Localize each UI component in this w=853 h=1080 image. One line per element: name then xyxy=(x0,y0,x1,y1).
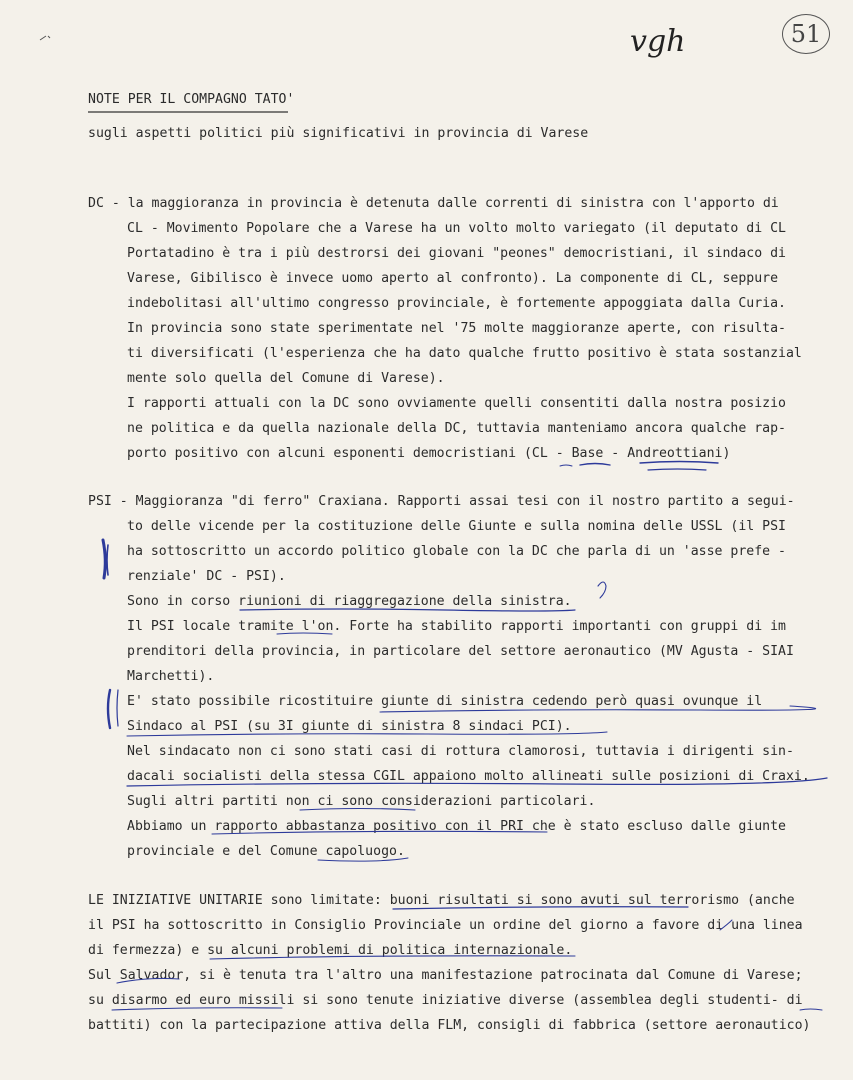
psi-line: Sugli altri partiti non ci sono considerazioni particolari. xyxy=(127,794,596,809)
dash-mark xyxy=(560,465,572,466)
side-bar-psi-1b xyxy=(107,545,108,575)
side-bar-psi-2 xyxy=(108,690,110,728)
psi-line: Il PSI locale tramite l'on. Forte ha stabilito rapporti importanti con gruppi di im xyxy=(127,619,786,634)
psi-line: Sono in corso riunioni di riaggregazione della sinistra. xyxy=(127,594,572,609)
dc-line: I rapporti attuali con la DC sono ovviamente quelli consentiti dalla nostra posizio xyxy=(127,396,786,411)
psi-line: ha sottoscritto un accordo politico globale con la DC che parla di un 'asse prefe - xyxy=(127,544,786,559)
iniziative-line: il PSI ha sottoscritto in Consiglio Provinciale un ordine del giorno a favore di una linea xyxy=(88,918,803,933)
dc-line: Varese, Gibilisco è invece uomo aperto al confronto). La componente di CL, seppure xyxy=(127,271,779,286)
psi-line: Marchetti). xyxy=(127,669,215,684)
underline-andreottiani-2 xyxy=(648,469,706,470)
iniziative-line: battiti) con la partecipazione attiva della FLM, consigli di fabbrica (settore aeronautico) xyxy=(88,1018,811,1033)
psi-line: E' stato possibile ricostituire giunte di sinistra cedendo però quasi ovunque il xyxy=(127,694,763,709)
dc-line: Portatadino è tra i più destrorsi dei giovani "peones" democristiani, il sindaco di xyxy=(127,246,786,261)
stray-mark xyxy=(40,36,50,40)
question-mark xyxy=(598,582,606,598)
iniziative-line: Sul Salvador, si è tenuta tra l'altro una manifestazione patrocinata dal Comune di Varese; xyxy=(88,968,803,983)
psi-line: dacali socialisti della stessa CGIL appaiono molto allineati sulle posizioni di Craxi. xyxy=(127,769,810,784)
dc-line: indebolitasi all'ultimo congresso provinciale, è fortemente appoggiata dalla Curia. xyxy=(127,296,786,311)
dc-line: mente solo quella del Comune di Varese). xyxy=(127,371,445,386)
psi-line: prenditori della provincia, in particolare del settore aeronautico (MV Agusta - SIAI xyxy=(127,644,794,659)
side-bar-psi-2b xyxy=(117,690,118,726)
handwritten-initials: vgh xyxy=(630,24,686,59)
underline-di xyxy=(800,1009,822,1010)
psi-line: to delle vicende per la costituzione delle Giunte e sulla nomina delle USSL (il PSI xyxy=(127,519,786,534)
dc-line: In provincia sono state sperimentate nel '75 molte maggioranze aperte, con risulta- xyxy=(127,321,786,336)
dc-line: porto positivo con alcuni esponenti democristiani (CL - Base - Andreottiani) xyxy=(127,446,731,461)
psi-line: renziale' DC - PSI). xyxy=(127,569,286,584)
psi-line: Nel sindacato non ci sono stati casi di rottura clamorosi, tuttavia i dirigenti sin- xyxy=(127,744,794,759)
underline-base xyxy=(580,464,610,466)
dc-line: CL - Movimento Popolare che a Varese ha un volto molto variegato (il deputato di CL xyxy=(127,221,786,236)
dc-line: ti diversificati (l'esperienza che ha dato qualche frutto positivo è stata sostanzial xyxy=(127,346,802,361)
side-bar-psi-1 xyxy=(103,540,105,578)
dc-line: DC - la maggioranza in provincia è detenuta dalle correnti di sinistra con l'apporto di xyxy=(88,196,779,211)
psi-line: Abbiamo un rapporto abbastanza positivo con il PRI che è stato escluso dalle giunte xyxy=(127,819,786,834)
psi-line: provinciale e del Comune capoluogo. xyxy=(127,844,405,859)
iniziative-line: LE INIZIATIVE UNITARIE sono limitate: buoni risultati si sono avuti sul terrorismo (anche xyxy=(88,893,795,908)
psi-line: Sindaco al PSI (su 3I giunte di sinistra 8 sindaci PCI). xyxy=(127,719,572,734)
page-number-circle: 51 xyxy=(782,14,830,54)
document-title: NOTE PER IL COMPAGNO TATO' xyxy=(88,92,295,107)
iniziative-line: su disarmo ed euro missili si sono tenute iniziative diverse (assemblea degli studenti- di xyxy=(88,993,803,1008)
iniziative-line: di fermezza) e su alcuni problemi di politica internazionale. xyxy=(88,943,573,958)
dc-line: ne politica e da quella nazionale della DC, tuttavia manteniamo ancora qualche rap- xyxy=(127,421,786,436)
document-subtitle: sugli aspetti politici più significativi in provincia di Varese xyxy=(88,126,589,141)
psi-line: PSI - Maggioranza "di ferro" Craxiana. Rapporti assai tesi con il nostro partito a segui- xyxy=(88,494,795,509)
